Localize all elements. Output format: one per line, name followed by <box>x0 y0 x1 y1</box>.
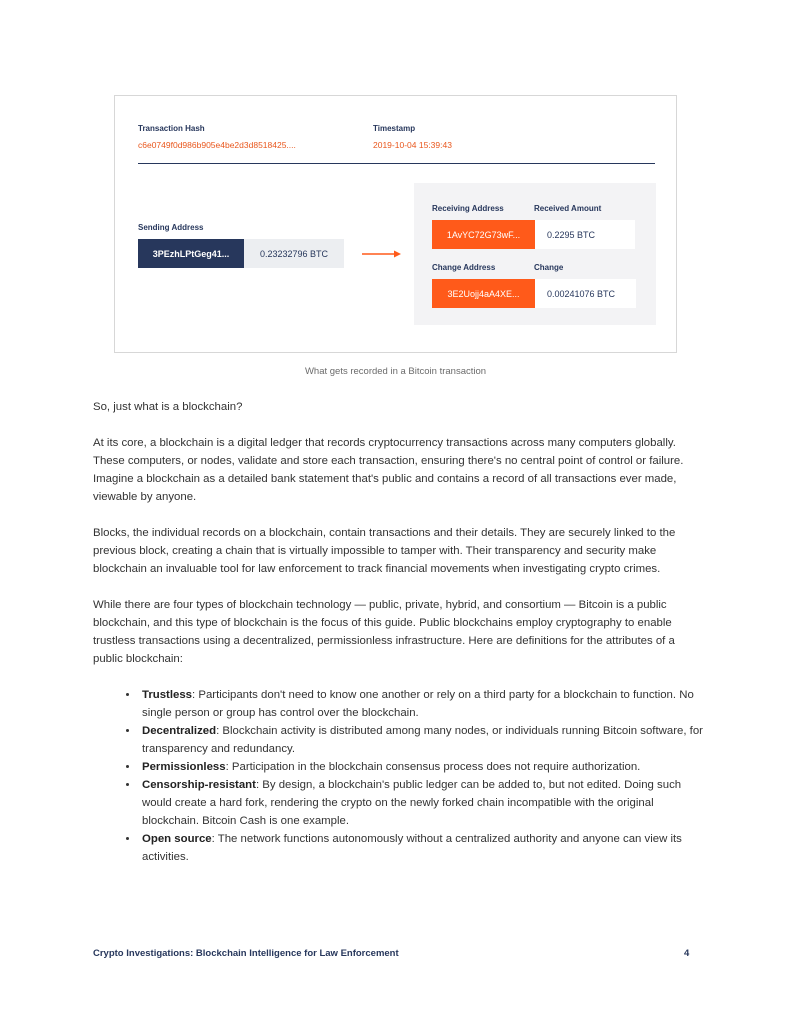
list-item <box>139 776 703 830</box>
timestamp-value: 2019-10-04 15:39:43 <box>373 140 452 150</box>
page-number: 4 <box>684 948 690 959</box>
received-amount-label: Received Amount <box>534 204 602 213</box>
list-item <box>139 686 703 722</box>
change-amount-box: 0.00241076 BTC <box>535 279 636 308</box>
transaction-hash-label: Transaction Hash <box>138 124 205 133</box>
list-item <box>139 758 703 776</box>
list-item-term: Decentralized <box>142 725 217 737</box>
receiving-address-box: 1AvYC72G73wF... <box>432 220 535 249</box>
list-item-term: Permissionless <box>142 761 226 773</box>
receiving-address-label: Receiving Address <box>432 204 504 213</box>
list-item-term: Trustless <box>142 689 193 701</box>
transaction-figure <box>114 95 677 353</box>
received-amount-box: 0.2295 BTC <box>535 220 635 249</box>
list-item-text: : Participants don't need to know one another or rely on a third party for a blockchain to function. No single person or group has control over the blockchain. <box>142 689 694 719</box>
header-divider <box>138 163 655 164</box>
list-item <box>139 722 703 758</box>
change-label: Change <box>534 263 564 272</box>
transaction-hash-value: c6e0749f0d986b905e4be2d3d8518425.... <box>138 140 296 150</box>
paragraph: While there are four types of blockchain technology — public, private, hybrid, and consortium — Bitcoin is a public blockchain, and this type of blockchain is the focus of this guide. Public blockchains employ cryptography to enable trustless transactions using a decentralized, permissionless infrastructure. Here are definitions for the attributes of a public blockchain: <box>93 599 675 665</box>
change-address-box: 3E2Uojj4aA4XE... <box>432 279 535 308</box>
paragraph: Blocks, the individual records on a blockchain, contain transactions and their details. They are securely linked to the previous block, creating a chain that is virtually impossible to tamper with. Their transparency and security make blockchain an invaluable tool for law enforcement to track financial movements when investigating crypto crimes. <box>93 527 676 575</box>
section-heading: So, just what is a blockchain? <box>93 401 243 413</box>
change-address-label: Change Address <box>432 263 496 272</box>
sending-address-box: 3PEzhLPtGeg41... <box>138 239 244 268</box>
footer-title: Crypto Investigations: Blockchain Intelligence for Law Enforcement <box>93 948 399 959</box>
list-item-term: Censorship-resistant <box>142 779 256 791</box>
sending-amount-box: 0.23232796 BTC <box>244 239 344 268</box>
list-item-text: : Blockchain activity is distributed among many nodes, or individuals running Bitcoin software, for transparency and redundancy. <box>142 725 703 755</box>
sending-address-label: Sending Address <box>138 223 204 232</box>
paragraph: At its core, a blockchain is a digital ledger that records cryptocurrency transactions across many computers globally. These computers, or nodes, validate and store each transaction, ensuring there's no central point of control or failure. Imagine a blockchain as a detailed bank statement that's public and contains a record of all transactions ever made, viewable by anyone. <box>93 437 684 503</box>
timestamp-label: Timestamp <box>373 124 416 133</box>
attribute-list <box>93 686 703 866</box>
list-item <box>139 830 703 866</box>
article-body <box>93 398 703 866</box>
list-item-text: : The network functions autonomously without a centralized authority and anyone can view its activities. <box>142 833 682 863</box>
figure-caption: What gets recorded in a Bitcoin transaction <box>304 366 487 377</box>
list-item-text: : Participation in the blockchain consensus process does not require authorization. <box>225 761 641 773</box>
list-item-term: Open source <box>142 833 212 845</box>
outputs-panel <box>414 183 656 325</box>
list-item-text: : By design, a blockchain's public ledger can be added to, but not edited. Doing such would create a hard fork, rendering the crypto on the newly forked chain incompatible with the original blockchain. Bitcoin Cash is one example. <box>142 779 682 827</box>
arrow-right-icon <box>362 248 402 260</box>
